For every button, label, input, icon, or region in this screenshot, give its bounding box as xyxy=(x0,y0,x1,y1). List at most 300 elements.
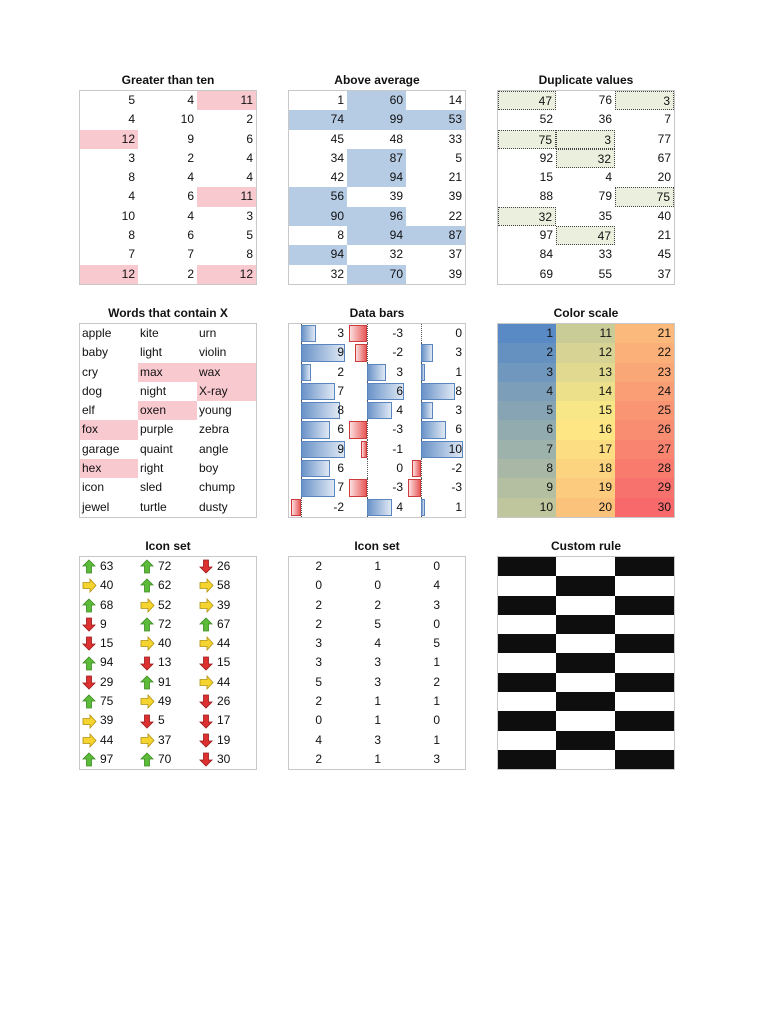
table-cell: 2 xyxy=(315,559,322,573)
right-arrow-icon xyxy=(82,733,97,748)
table-cell: 69 xyxy=(539,266,553,281)
panel-title: Icon set xyxy=(145,539,191,553)
table-cell: 4 xyxy=(246,150,253,165)
table-cell: purple xyxy=(140,422,174,437)
panel-words-contain-x xyxy=(79,306,257,518)
data-bar xyxy=(349,421,367,438)
right-arrow-icon xyxy=(140,733,155,748)
white-cell xyxy=(556,596,615,615)
table-cell: hex xyxy=(80,459,138,478)
table-cell: 7 xyxy=(664,112,671,127)
icon-set-value: 30 xyxy=(217,751,231,766)
data-bar-value: 2 xyxy=(337,364,344,379)
table-cell: 1 xyxy=(337,93,344,107)
table-cell: 2 xyxy=(246,112,253,127)
grid-data-bars xyxy=(288,323,466,518)
data-bar-cell xyxy=(289,382,347,401)
panel-title: Above average xyxy=(334,73,420,87)
panel-icon-set-plain xyxy=(288,539,466,770)
color-scale-cell: 5 xyxy=(498,401,556,420)
icon-set-value: 49 xyxy=(158,694,172,709)
data-bar-cell xyxy=(289,324,347,343)
icon-set-cell xyxy=(197,615,256,634)
table-cell: 52 xyxy=(539,112,553,127)
data-bar xyxy=(367,499,391,516)
grid-custom-rule xyxy=(497,556,675,770)
table-cell: 1 xyxy=(374,694,381,709)
table-cell: 21 xyxy=(448,170,462,185)
color-scale-cell: 13 xyxy=(556,363,615,382)
table-cell: 32 xyxy=(330,266,344,281)
icon-set-cell xyxy=(80,731,138,750)
up-arrow-icon xyxy=(199,617,214,632)
icon-set-value: 44 xyxy=(100,732,114,747)
table-cell: 2 xyxy=(187,266,194,281)
data-bar-cell xyxy=(289,343,347,362)
table-cell: 75 xyxy=(498,130,556,149)
table-cell: 39 xyxy=(389,189,403,204)
table-cell: fox xyxy=(80,420,138,439)
icon-set-value: 75 xyxy=(100,694,114,709)
down-arrow-icon xyxy=(199,694,214,709)
table-cell: 4 xyxy=(374,636,381,651)
data-bar xyxy=(301,460,330,477)
black-cell xyxy=(556,692,615,711)
white-cell xyxy=(556,557,615,576)
data-bar xyxy=(291,499,301,516)
table-cell: 0 xyxy=(433,559,440,573)
icon-set-cell xyxy=(138,731,197,750)
color-scale-cell: 28 xyxy=(615,459,674,478)
icon-set-cell xyxy=(138,692,197,711)
color-scale-cell: 12 xyxy=(556,343,615,362)
black-cell xyxy=(498,711,556,730)
table-cell: kite xyxy=(140,326,159,340)
color-scale-cell: 27 xyxy=(615,440,674,459)
data-bar-cell xyxy=(347,498,406,517)
icon-set-value: 15 xyxy=(100,636,114,651)
table-cell: 6 xyxy=(246,131,253,146)
table-cell: apple xyxy=(82,326,112,340)
icon-set-cell xyxy=(197,557,256,576)
table-cell: 15 xyxy=(539,170,553,185)
table-cell: icon xyxy=(82,480,105,495)
icon-set-cell xyxy=(197,653,256,672)
table-cell: 97 xyxy=(539,228,553,243)
table-cell: 21 xyxy=(657,228,671,243)
table-cell: 77 xyxy=(657,131,671,146)
white-cell xyxy=(498,615,556,634)
table-cell: 8 xyxy=(128,170,135,185)
white-cell xyxy=(498,692,556,711)
icon-set-cell xyxy=(197,576,256,595)
white-cell xyxy=(615,692,674,711)
data-bar xyxy=(421,402,434,419)
table-cell: 7 xyxy=(187,247,194,262)
table-cell: 94 xyxy=(347,168,406,187)
data-bar-value: 3 xyxy=(455,345,462,360)
icon-set-value: 72 xyxy=(158,559,172,573)
data-bar-cell xyxy=(406,440,465,459)
right-arrow-icon xyxy=(199,578,214,593)
data-bar-value: 9 xyxy=(337,345,344,360)
data-bar-value: 3 xyxy=(455,403,462,418)
down-arrow-icon xyxy=(199,656,214,671)
table-cell: 3 xyxy=(433,597,440,612)
table-cell: 84 xyxy=(539,247,553,262)
panel-title: Data bars xyxy=(349,306,405,320)
data-bar-cell xyxy=(406,478,465,497)
icon-set-value: 70 xyxy=(158,751,172,766)
table-cell: 3 xyxy=(374,732,381,747)
data-bar xyxy=(349,325,367,342)
data-bar-axis xyxy=(367,324,368,343)
icon-set-cell xyxy=(138,673,197,692)
table-cell: 35 xyxy=(598,208,612,223)
table-cell: 0 xyxy=(315,578,322,593)
color-scale-cell: 23 xyxy=(615,363,674,382)
data-bar xyxy=(367,402,391,419)
table-cell: 4 xyxy=(187,170,194,185)
table-cell: 90 xyxy=(289,207,347,226)
table-cell: 33 xyxy=(598,247,612,262)
table-cell: 12 xyxy=(80,265,138,284)
data-bar-cell xyxy=(347,382,406,401)
table-cell: 8 xyxy=(246,247,253,262)
white-cell xyxy=(498,653,556,672)
icon-set-cell xyxy=(138,711,197,730)
data-bar-axis xyxy=(367,478,368,497)
black-cell xyxy=(498,634,556,653)
data-bar-value: 9 xyxy=(337,441,344,456)
data-bar-cell xyxy=(347,401,406,420)
table-cell: 22 xyxy=(448,208,462,223)
icon-set-value: 9 xyxy=(100,616,107,631)
data-bar-cell xyxy=(347,324,406,343)
table-cell: turtle xyxy=(140,499,167,514)
table-cell: 0 xyxy=(374,578,381,593)
table-cell: 74 xyxy=(289,110,347,129)
icon-set-cell xyxy=(80,653,138,672)
black-cell xyxy=(615,711,674,730)
table-cell: 75 xyxy=(615,187,674,206)
icon-set-value: 39 xyxy=(217,597,231,612)
table-cell: 4 xyxy=(187,93,194,107)
table-cell: 53 xyxy=(406,110,465,129)
data-bar-value: 8 xyxy=(337,403,344,418)
up-arrow-icon xyxy=(82,559,97,574)
icon-set-cell xyxy=(80,576,138,595)
icon-set-cell xyxy=(197,634,256,653)
table-cell: jewel xyxy=(82,499,110,514)
data-bar xyxy=(355,344,367,361)
down-arrow-icon xyxy=(199,559,214,574)
black-cell xyxy=(615,750,674,769)
icon-set-cell xyxy=(80,557,138,576)
data-bar-cell xyxy=(406,420,465,439)
table-cell: 2 xyxy=(433,674,440,689)
table-cell: 39 xyxy=(448,266,462,281)
grid-words-contain-x xyxy=(79,323,257,518)
icon-set-value: 37 xyxy=(158,732,172,747)
black-cell xyxy=(556,653,615,672)
table-cell: 37 xyxy=(657,266,671,281)
table-cell: 4 xyxy=(128,112,135,127)
table-cell: 92 xyxy=(539,150,553,165)
table-cell: 3 xyxy=(374,655,381,670)
data-bar-cell xyxy=(289,420,347,439)
data-bar-value: 6 xyxy=(455,422,462,437)
table-cell: 99 xyxy=(347,110,406,129)
data-bar-value: -3 xyxy=(451,480,462,495)
color-scale-cell: 3 xyxy=(498,363,556,382)
table-cell: 47 xyxy=(498,91,556,110)
table-cell: 6 xyxy=(187,228,194,243)
white-cell xyxy=(615,615,674,634)
grid-above-average xyxy=(288,90,466,285)
table-cell: 8 xyxy=(337,228,344,243)
black-cell xyxy=(556,615,615,634)
icon-set-value: 62 xyxy=(158,578,172,593)
table-cell: 42 xyxy=(330,170,344,185)
data-bar-value: 7 xyxy=(337,480,344,495)
data-bar-value: 4 xyxy=(396,499,403,514)
black-cell xyxy=(498,750,556,769)
data-bar-value: 3 xyxy=(396,364,403,379)
table-cell: cry xyxy=(82,364,98,379)
table-cell: 10 xyxy=(121,208,135,223)
table-cell: 2 xyxy=(315,694,322,709)
icon-set-cell xyxy=(80,750,138,769)
table-cell: 4 xyxy=(128,189,135,204)
table-cell: angle xyxy=(199,441,229,456)
color-scale-cell: 20 xyxy=(556,498,615,517)
data-bar xyxy=(301,402,340,419)
data-bar-value: 3 xyxy=(337,326,344,340)
table-cell: wax xyxy=(197,363,256,382)
table-cell: 55 xyxy=(598,266,612,281)
icon-set-value: 63 xyxy=(100,559,114,573)
table-cell: 5 xyxy=(128,93,135,107)
down-arrow-icon xyxy=(199,714,214,729)
icon-set-value: 44 xyxy=(217,674,231,689)
panel-color-scale xyxy=(497,306,675,518)
table-cell: 48 xyxy=(389,131,403,146)
table-cell: 88 xyxy=(539,189,553,204)
icon-set-cell xyxy=(80,711,138,730)
data-bar xyxy=(421,344,434,361)
color-scale-cell: 19 xyxy=(556,478,615,497)
icon-set-cell xyxy=(197,731,256,750)
table-cell: 70 xyxy=(347,265,406,284)
table-cell: 11 xyxy=(197,187,256,206)
table-cell: 1 xyxy=(433,655,440,670)
data-bar-axis xyxy=(421,478,422,497)
icon-set-cell xyxy=(80,615,138,634)
data-bar-cell xyxy=(289,363,347,382)
table-cell: dog xyxy=(82,383,103,398)
table-cell: 37 xyxy=(448,247,462,262)
icon-set-value: 40 xyxy=(158,636,172,651)
down-arrow-icon xyxy=(82,675,97,690)
data-bar-cell xyxy=(347,343,406,362)
icon-set-cell xyxy=(80,634,138,653)
table-cell: 47 xyxy=(556,226,615,245)
panel-above-average xyxy=(288,73,466,285)
grid-duplicate-values xyxy=(497,90,675,285)
icon-set-cell xyxy=(197,750,256,769)
table-cell: 0 xyxy=(433,713,440,728)
data-bar-value: 1 xyxy=(455,364,462,379)
table-cell: 45 xyxy=(330,131,344,146)
table-cell: 3 xyxy=(374,674,381,689)
data-bar-cell xyxy=(289,440,347,459)
table-cell: 60 xyxy=(347,91,406,110)
panel-title: Greater than ten xyxy=(121,73,215,87)
grid-greater-than-ten xyxy=(79,90,257,285)
table-cell: 1 xyxy=(433,732,440,747)
color-scale-cell: 21 xyxy=(615,324,674,343)
table-cell: 32 xyxy=(556,149,615,168)
white-cell xyxy=(498,576,556,595)
data-bar-axis xyxy=(421,459,422,478)
panel-title: Icon set xyxy=(354,539,400,553)
table-cell: elf xyxy=(82,403,95,418)
black-cell xyxy=(615,596,674,615)
table-cell: 36 xyxy=(598,112,612,127)
data-bar-axis xyxy=(367,420,368,439)
table-cell: 7 xyxy=(128,247,135,262)
icon-set-value: 40 xyxy=(100,578,114,593)
table-cell: X-ray xyxy=(197,382,256,401)
table-cell: 9 xyxy=(187,131,194,146)
data-bar-value: 4 xyxy=(396,403,403,418)
data-bar xyxy=(361,441,367,458)
data-bar-value: -3 xyxy=(392,326,403,340)
table-cell: 2 xyxy=(315,616,322,631)
white-cell xyxy=(615,731,674,750)
up-arrow-icon xyxy=(82,598,97,613)
data-bar xyxy=(421,421,446,438)
data-bar-value: 0 xyxy=(396,461,403,476)
white-cell xyxy=(498,731,556,750)
data-bar-cell xyxy=(406,343,465,362)
table-cell: 3 xyxy=(246,208,253,223)
up-arrow-icon xyxy=(82,752,97,767)
table-cell: 94 xyxy=(347,226,406,245)
data-bar-axis xyxy=(301,498,302,517)
table-cell: 4 xyxy=(315,732,322,747)
table-cell: night xyxy=(140,383,167,398)
data-bar-axis xyxy=(367,440,368,459)
table-cell: 1 xyxy=(374,559,381,573)
icon-set-cell xyxy=(80,692,138,711)
data-bar xyxy=(301,364,311,381)
panel-greater-than-ten xyxy=(79,73,257,285)
data-bar-value: 8 xyxy=(455,383,462,398)
data-bar xyxy=(421,499,425,516)
table-cell: 5 xyxy=(374,616,381,631)
data-bar-cell xyxy=(347,363,406,382)
data-bar-axis xyxy=(367,459,368,478)
black-cell xyxy=(556,731,615,750)
data-bar-value: -2 xyxy=(333,499,344,514)
table-cell: 87 xyxy=(347,149,406,168)
table-cell: 34 xyxy=(330,150,344,165)
panel-title: Duplicate values xyxy=(538,73,634,87)
icon-set-value: 26 xyxy=(217,694,231,709)
table-cell: 20 xyxy=(657,170,671,185)
panel-icon-set-arrows xyxy=(79,539,257,770)
icon-set-value: 17 xyxy=(217,713,231,728)
data-bar xyxy=(301,383,335,400)
grid-icon-set-arrows xyxy=(79,556,257,770)
data-bar-axis xyxy=(421,324,422,343)
color-scale-cell: 1 xyxy=(498,324,556,343)
data-bar xyxy=(301,479,335,496)
black-cell xyxy=(498,596,556,615)
data-bar-value: 10 xyxy=(448,441,462,456)
table-cell: zebra xyxy=(199,422,230,437)
panel-data-bars xyxy=(288,306,466,518)
table-cell: quaint xyxy=(140,441,173,456)
icon-set-cell xyxy=(80,673,138,692)
icon-set-cell xyxy=(197,711,256,730)
icon-set-cell xyxy=(197,692,256,711)
up-arrow-icon xyxy=(140,675,155,690)
icon-set-cell xyxy=(138,634,197,653)
icon-set-value: 15 xyxy=(217,655,231,670)
table-cell: 45 xyxy=(657,247,671,262)
color-scale-cell: 11 xyxy=(556,324,615,343)
data-bar-cell xyxy=(289,401,347,420)
table-cell: sled xyxy=(140,480,163,495)
table-cell: 79 xyxy=(598,189,612,204)
table-cell: 2 xyxy=(315,751,322,766)
down-arrow-icon xyxy=(199,733,214,748)
table-cell: 14 xyxy=(448,93,462,107)
table-cell: right xyxy=(140,461,164,476)
table-cell: 11 xyxy=(197,91,256,110)
up-arrow-icon xyxy=(140,578,155,593)
table-cell: 3 xyxy=(556,130,615,149)
black-cell xyxy=(615,634,674,653)
table-cell: 67 xyxy=(657,150,671,165)
data-bar xyxy=(367,364,385,381)
color-scale-cell: 7 xyxy=(498,440,556,459)
right-arrow-icon xyxy=(140,694,155,709)
table-cell: 94 xyxy=(289,245,347,264)
black-cell xyxy=(556,576,615,595)
grid-icon-set-plain xyxy=(288,556,466,770)
icon-set-value: 39 xyxy=(100,713,114,728)
panel-duplicate-values xyxy=(497,73,675,285)
table-cell: 1 xyxy=(374,751,381,766)
table-cell: 3 xyxy=(315,655,322,670)
table-cell: 5 xyxy=(315,674,322,689)
color-scale-cell: 8 xyxy=(498,459,556,478)
table-cell: 5 xyxy=(455,150,462,165)
table-cell: 76 xyxy=(598,93,612,107)
data-bar xyxy=(408,479,421,496)
table-cell: 2 xyxy=(187,150,194,165)
icon-set-cell xyxy=(138,750,197,769)
data-bar-cell xyxy=(347,420,406,439)
up-arrow-icon xyxy=(82,694,97,709)
data-bar xyxy=(421,364,425,381)
data-bar xyxy=(301,421,330,438)
data-bar-cell xyxy=(406,324,465,343)
